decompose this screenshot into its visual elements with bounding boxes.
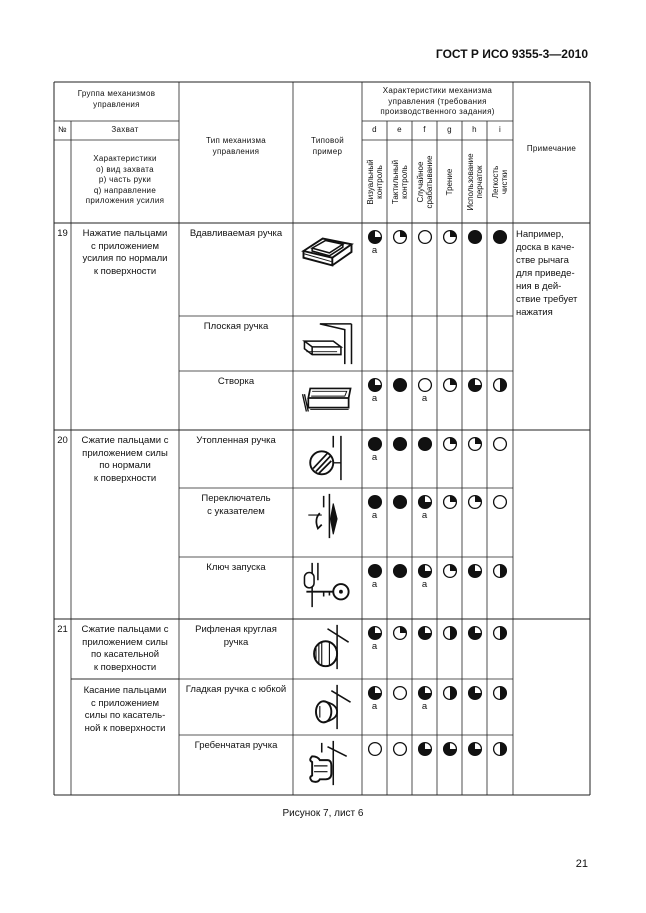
rating-mark-q1 [392,229,408,245]
text-line: силы по касатель- [84,710,166,721]
text-line: по касательной [90,649,160,660]
text-line: Сжатие пальцами с [81,435,169,446]
note-header: Примечание [526,144,577,153]
rating-mark-empty [367,741,383,757]
ridged-knob-icon [297,739,358,787]
example-header: Типовой пример [311,136,344,156]
text-line: приложения усилия [85,196,165,205]
text-line: ручка [223,636,249,648]
mark-subscript: a [371,393,378,404]
text-line: Характеристики механизма [382,86,493,95]
group-number: 20 [57,435,68,446]
column-label [491,144,509,220]
text-line: Трение [445,168,454,196]
column-letter-h: h [472,125,477,134]
rating-mark-half [442,625,458,641]
text-line: Легкость [491,165,500,199]
rating-mark-half [492,625,508,641]
mechanism-type [183,684,289,697]
rating-mark-q3 [417,625,433,641]
rating-mark-q3 [467,377,483,393]
row-note [516,228,585,319]
text-line: к поверхности [93,265,157,277]
text-line: Визуальный [365,159,375,205]
mark-subscript: a [371,701,378,712]
page-number: 21 [575,858,588,870]
flap-handle-icon [297,375,358,423]
text-line: контроль [374,165,384,199]
rating-mark-q3 [442,741,458,757]
document-header: ГОСТ Р ИСО 9355-3—2010 [435,47,588,61]
grip-description [73,685,177,735]
rating-mark-q1 [442,229,458,245]
text-line: Сжатие пальцами с [81,624,169,635]
text-line: Использование [465,153,475,211]
mechanism-type [183,562,289,575]
rating-mark-q3 [367,377,383,393]
flat-handle-icon [297,320,358,368]
text-line: Тактильный [390,159,400,205]
mark-subscript: a [421,510,428,521]
text-line: по нормали [99,460,151,471]
text-line: Гребенчатая ручка [194,740,278,751]
column-letter-e: e [397,125,402,134]
text-line: ствие требует [516,294,578,305]
column-letter-i: i [498,125,502,134]
column-letter-d: d [372,125,377,134]
rating-mark-q1 [442,436,458,452]
text-line: Например, [516,229,564,240]
text-line: срабатывание [424,155,434,209]
rating-mark-full [392,436,408,452]
grip-description [73,624,177,674]
rating-mark-q3 [417,741,433,757]
column-label [391,144,409,220]
text-line: Случайное [415,161,425,203]
skirted-knob-icon [297,683,358,731]
grip-description [73,435,177,485]
rating-mark-q1 [392,625,408,641]
mechanism-type [183,493,289,518]
text-line: Утопленная ручка [196,435,276,446]
mechanism-type [183,740,289,753]
column-letter-f: f [423,125,426,134]
mark-subscript: a [371,245,378,256]
group-number: 19 [57,228,68,239]
rating-mark-full [467,229,483,245]
text-line: Вдавливаемая ручка [189,228,283,239]
rating-mark-empty [417,229,433,245]
mechanism-characteristics-header [366,86,509,118]
text-line: производственного задания) [380,107,495,116]
text-line: ния в дей- [516,281,562,292]
text-line: к поверхности [93,661,157,673]
rating-mark-q1 [467,436,483,452]
rating-mark-full [417,436,433,452]
rating-mark-full [367,436,383,452]
text-line: с приложением [91,697,159,709]
mechanism-type [183,376,289,389]
grip-description [73,228,177,278]
text-line: доска в каче- [516,242,575,253]
text-line: для приведе- [516,268,575,279]
rating-mark-full [367,494,383,510]
rating-mark-q3 [417,494,433,510]
mark-subscript: a [371,452,378,463]
text-line: управления (требования [388,96,487,106]
mechanism-type [183,624,289,649]
text-line: с приложением [91,240,159,252]
rating-mark-q3 [467,741,483,757]
mark-subscript: a [371,641,378,652]
rating-mark-q3 [467,625,483,641]
rating-mark-q1 [467,494,483,510]
text-line: Переключатель [201,493,271,504]
text-line: перчаток [474,165,484,199]
group-number: 21 [57,624,68,635]
mechanism-type [183,321,289,334]
text-line: приложением силы [82,447,168,459]
rating-mark-full [492,229,508,245]
rating-mark-half [492,685,508,701]
rating-mark-q3 [417,685,433,701]
mark-subscript: a [371,510,378,521]
recessed-handle-icon [297,434,358,482]
text-line: q) направление [93,185,157,195]
grip-header: Захват [111,125,139,134]
rating-mark-half [442,685,458,701]
text-line: с указателем [207,505,265,517]
column-label [445,144,454,220]
text-line: Ключ запуска [206,562,266,573]
rating-mark-empty [392,685,408,701]
mark-subscript: a [371,579,378,590]
rating-mark-q3 [367,625,383,641]
rating-mark-full [392,563,408,579]
rating-mark-q3 [417,563,433,579]
push-button-icon [297,227,358,275]
start-key-icon [297,561,358,609]
text-line: нажатия [516,307,553,318]
text-line: ной к поверхности [84,722,166,734]
number-header: № [58,125,67,134]
text-line: Плоская ручка [203,321,269,332]
rating-mark-half [492,377,508,393]
text-line: Характеристики [93,154,157,163]
text-line: к поверхности [93,472,157,484]
mechanism-type [183,435,289,448]
rating-mark-q1 [442,563,458,579]
rating-mark-half [492,741,508,757]
rating-mark-empty [392,741,408,757]
text-line: стве рычага [516,255,569,266]
rating-mark-q3 [467,563,483,579]
rating-mark-empty [492,436,508,452]
rating-mark-q1 [442,377,458,393]
text-line: о) вид захвата [96,164,154,174]
column-label [416,144,434,220]
text-line: чистки [500,169,509,195]
mark-subscript: a [421,393,428,404]
mechanism-type [183,228,289,241]
text-line: приложением силы [82,636,168,648]
figure-caption: Рисунок 7, лист 6 [282,808,364,819]
rating-mark-q3 [367,685,383,701]
group-header: Группа механизмов управления [77,89,156,109]
text-line: Касание пальцами [83,685,167,696]
text-line: р) часть руки [98,175,152,184]
text-line: контроль [399,165,409,199]
text-line: Створка [217,376,255,387]
knurled-knob-icon [297,623,358,671]
rating-mark-empty [492,494,508,510]
mark-subscript: a [421,701,428,712]
rating-mark-empty [417,377,433,393]
rating-mark-full [367,563,383,579]
column-label [466,144,484,220]
rating-mark-half [492,563,508,579]
mechanism-type-header: Тип механизма управления [205,136,267,156]
rating-mark-q1 [442,494,458,510]
rating-mark-full [392,377,408,393]
column-label [366,144,384,220]
rating-mark-q3 [367,229,383,245]
mark-subscript: a [421,579,428,590]
column-letter-g: g [447,125,452,134]
characteristics-header [71,154,179,207]
text-line: Гладкая ручка с юбкой [185,684,287,695]
text-line: Рифленая круглая [195,624,277,635]
text-line: Нажатие пальцами [82,228,168,239]
pointer-switch-icon [297,492,358,540]
rating-mark-full [392,494,408,510]
text-line: усилия по нормали [82,253,168,264]
rating-mark-q3 [467,685,483,701]
